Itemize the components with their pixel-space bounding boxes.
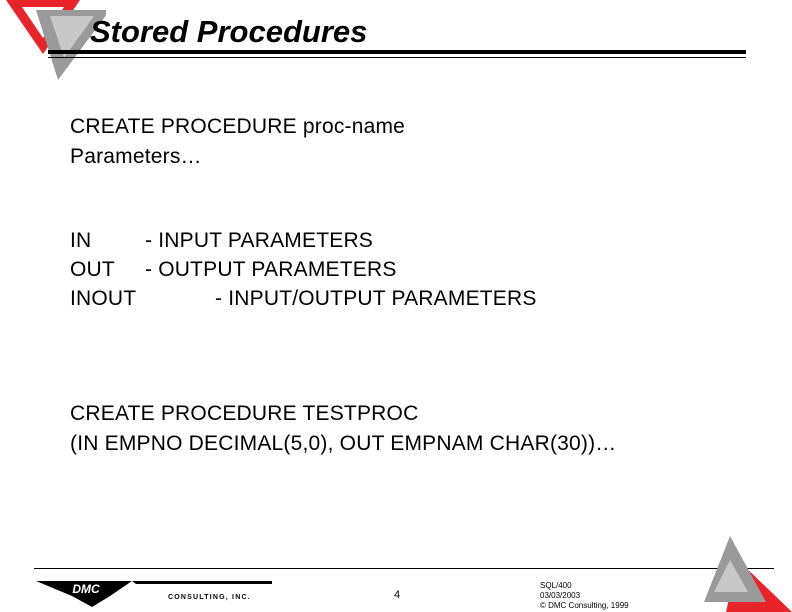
corner-triangles <box>700 530 792 612</box>
example-line-2: (IN EMPNO DECIMAL(5,0), OUT EMPNAM CHAR(30))… <box>70 432 617 455</box>
example-line-1: CREATE PROCEDURE TESTPROC <box>70 402 419 425</box>
dmc-logo-subtext: CONSULTING, INC. <box>168 594 251 601</box>
slide-title: Stored Procedures <box>90 14 368 49</box>
mode-out-label: OUT <box>70 258 115 281</box>
title-underline-thin <box>48 57 746 58</box>
dmc-logo-swoosh <box>132 581 272 584</box>
footer-copyright: © DMC Consulting, 1999 <box>540 601 629 610</box>
dmc-logo-text: DMC <box>72 582 100 596</box>
syntax-line-2: Parameters… <box>70 145 202 168</box>
footer-rule <box>34 568 774 569</box>
page-number: 4 <box>394 589 401 601</box>
mode-in-description: - INPUT PARAMETERS <box>145 229 374 252</box>
mode-inout-description: - INPUT/OUTPUT PARAMETERS <box>215 287 537 310</box>
syntax-line-1: CREATE PROCEDURE proc-name <box>70 115 406 138</box>
footer-course: SQL/400 <box>540 581 572 590</box>
title-underline <box>48 50 746 54</box>
mode-in-label: IN <box>70 229 92 252</box>
mode-out-description: - OUTPUT PARAMETERS <box>145 258 397 281</box>
mode-inout-label: INOUT <box>70 287 137 310</box>
footer-date: 03/03/2003 <box>540 591 581 600</box>
dmc-consulting-logo <box>36 580 276 608</box>
